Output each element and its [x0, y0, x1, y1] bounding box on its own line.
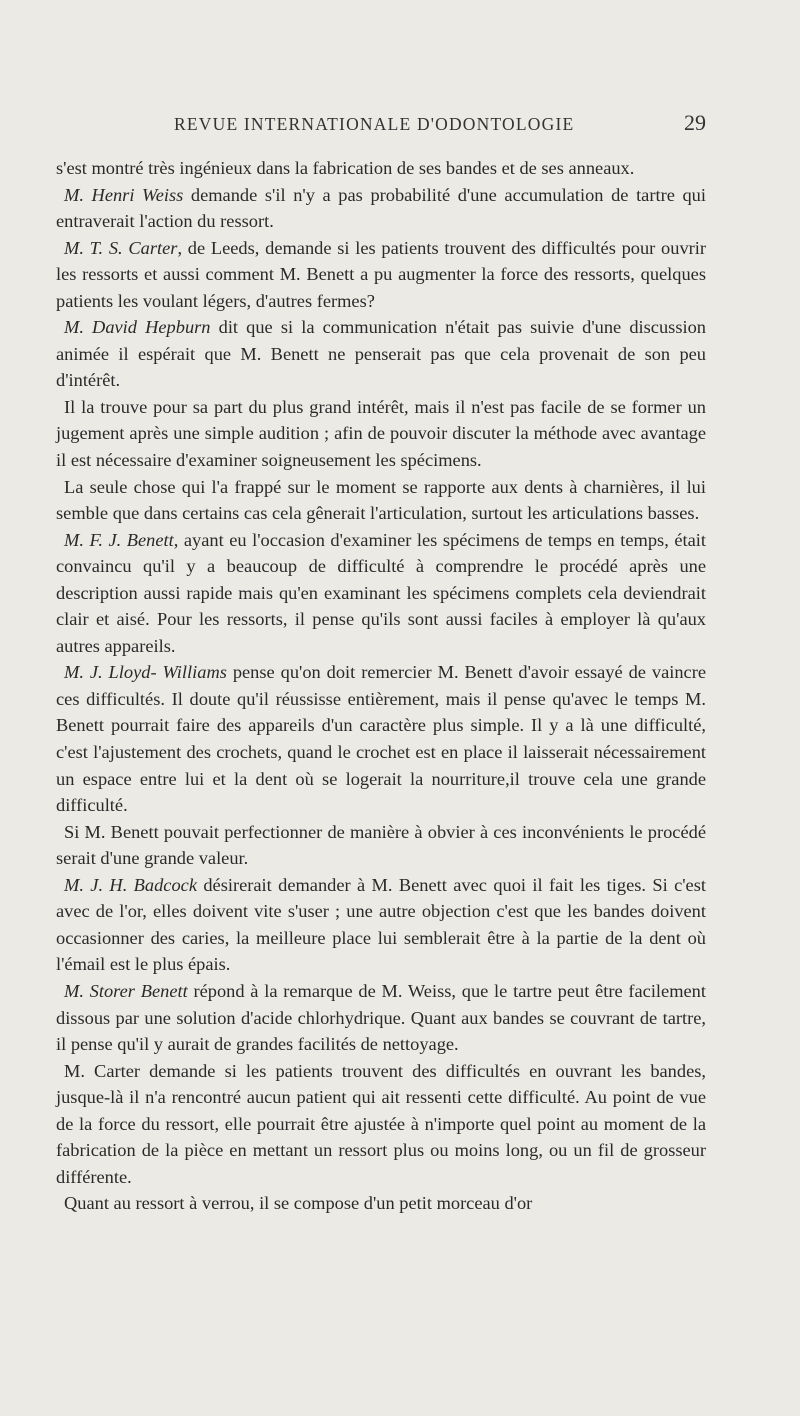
- paragraph-11: [56, 1058, 706, 1191]
- paragraph-text: dit que si la communication n'était pas suivie d'une discussion animée il espérait que M. Benett ne penserait pas que cela provenait de son peu d'intérêt.: [56, 317, 706, 391]
- paragraph-12: [56, 1190, 706, 1217]
- paragraph-8: [56, 819, 706, 872]
- paragraph-4: [56, 394, 706, 474]
- paragraph-1: [56, 182, 706, 235]
- paragraph-text: demande s'il n'y a pas probabilité d'une accumulation de tartre qui entraverait l'action du ressort.: [56, 184, 706, 232]
- paragraph-2: [56, 235, 706, 315]
- paragraph-6: [56, 527, 706, 660]
- body-text: [56, 155, 706, 1217]
- speaker-name: M. F. J. Benett: [64, 529, 174, 550]
- paragraph-5: [56, 474, 706, 527]
- paragraph-text: M. Carter demande si les patients trouvent des difficultés en ouvrant les bandes, jusque-là il n'a rencontré aucun patient qui ait ressenti cette difficulté. Au point de vue de la force du ressort, elle pourrait être ajustée à n'importe quel point au moment de la fabrication de la pièce en mettant un ressort plus ou moins long, ou un fil de grosseur différente.: [56, 1060, 706, 1187]
- paragraph-text: , ayant eu l'occasion d'examiner les spécimens de temps en temps, était convaincu qu'il y a beaucoup de difficulté à comprendre le procédé après une description aussi rapide mais qu'en examinant les spécimens complets cela deviendrait clair et aisé. Pour les ressorts, il pense qu'ils sont aussi faciles à employer là qu'aux autres appareils.: [56, 529, 707, 656]
- speaker-name: M. J. Lloyd- Williams: [64, 662, 227, 683]
- paragraph-text: , de Leeds, demande si les patients trouvent des difficultés pour ouvrir les ressorts et aussi comment M. Benett a pu augmenter la force des ressorts, quelques patients les voulant légers, d'autres fermes?: [56, 237, 706, 311]
- paragraph-text: Si M. Benett pouvait perfectionner de manière à obvier à ces inconvénients le procédé serait d'une grande valeur.: [56, 821, 706, 869]
- paragraph-9: [56, 872, 706, 978]
- paragraph-text: Il la trouve pour sa part du plus grand intérêt, mais il n'est pas facile de se former un jugement après une simple audition ; afin de pouvoir discuter la méthode avec avantage il est nécessaire d'examiner soigneusement les spécimens.: [56, 396, 706, 471]
- paragraph-text: Quant au ressort à verrou, il se compose d'un petit morceau d'or: [64, 1193, 533, 1214]
- speaker-name: M. David Hepburn: [64, 317, 211, 338]
- paragraph-0: [56, 155, 706, 182]
- running-title: REVUE INTERNATIONALE D'ODONTOLOGIE: [174, 114, 575, 134]
- speaker-name: M. Storer Benett: [64, 980, 188, 1001]
- paragraph-10: [56, 978, 706, 1058]
- paragraph-3: [56, 314, 706, 394]
- page-header: [56, 110, 706, 144]
- page-number: 29: [684, 110, 706, 135]
- paragraph-text: pense qu'on doit remercier M. Benett d'avoir essayé de vaincre ces difficultés. Il doute qu'il réussisse entièrement, mais il pense qu'avec le temps M. Benett pourrait faire des appareils d'un caractère plus simple. Il y a là une difficulté, c'est l'ajustement des crochets, quand le crochet est en place il laisserait nécessairement un espace entre lui et la dent où se logerait la nourriture,il trouve cela une grande difficulté.: [56, 662, 706, 816]
- speaker-name: M. J. H. Badcock: [64, 874, 197, 895]
- paragraph-7: [56, 659, 706, 818]
- paragraph-text: répond à la remarque de M. Weiss, que le tartre peut être facilement dissous par une solution d'acide chlorhydrique. Quant aux bandes se couvrant de tartre, il pense qu'il y aurait de grandes facilités de nettoyage.: [56, 980, 706, 1055]
- paragraph-text: désirerait demander à M. Benett avec quoi il fait les tiges. Si c'est avec de l'or, elles doivent vite s'user ; une autre objection c'est que les bandes doivent occasionner des caries, la meilleure place lui semblerait être à la partie de la dent où l'émail est le plus épais.: [56, 874, 706, 975]
- speaker-name: M. T. S. Carter: [64, 237, 178, 258]
- speaker-name: M. Henri Weiss: [64, 184, 184, 205]
- paragraph-text: La seule chose qui l'a frappé sur le moment se rapporte aux dents à charnières, il lui semble que dans certains cas cela gênerait l'articulation, surtout les articulations basses.: [56, 476, 706, 524]
- paragraph-text: s'est montré très ingénieux dans la fabrication de ses bandes et de ses anneaux.: [56, 158, 635, 178]
